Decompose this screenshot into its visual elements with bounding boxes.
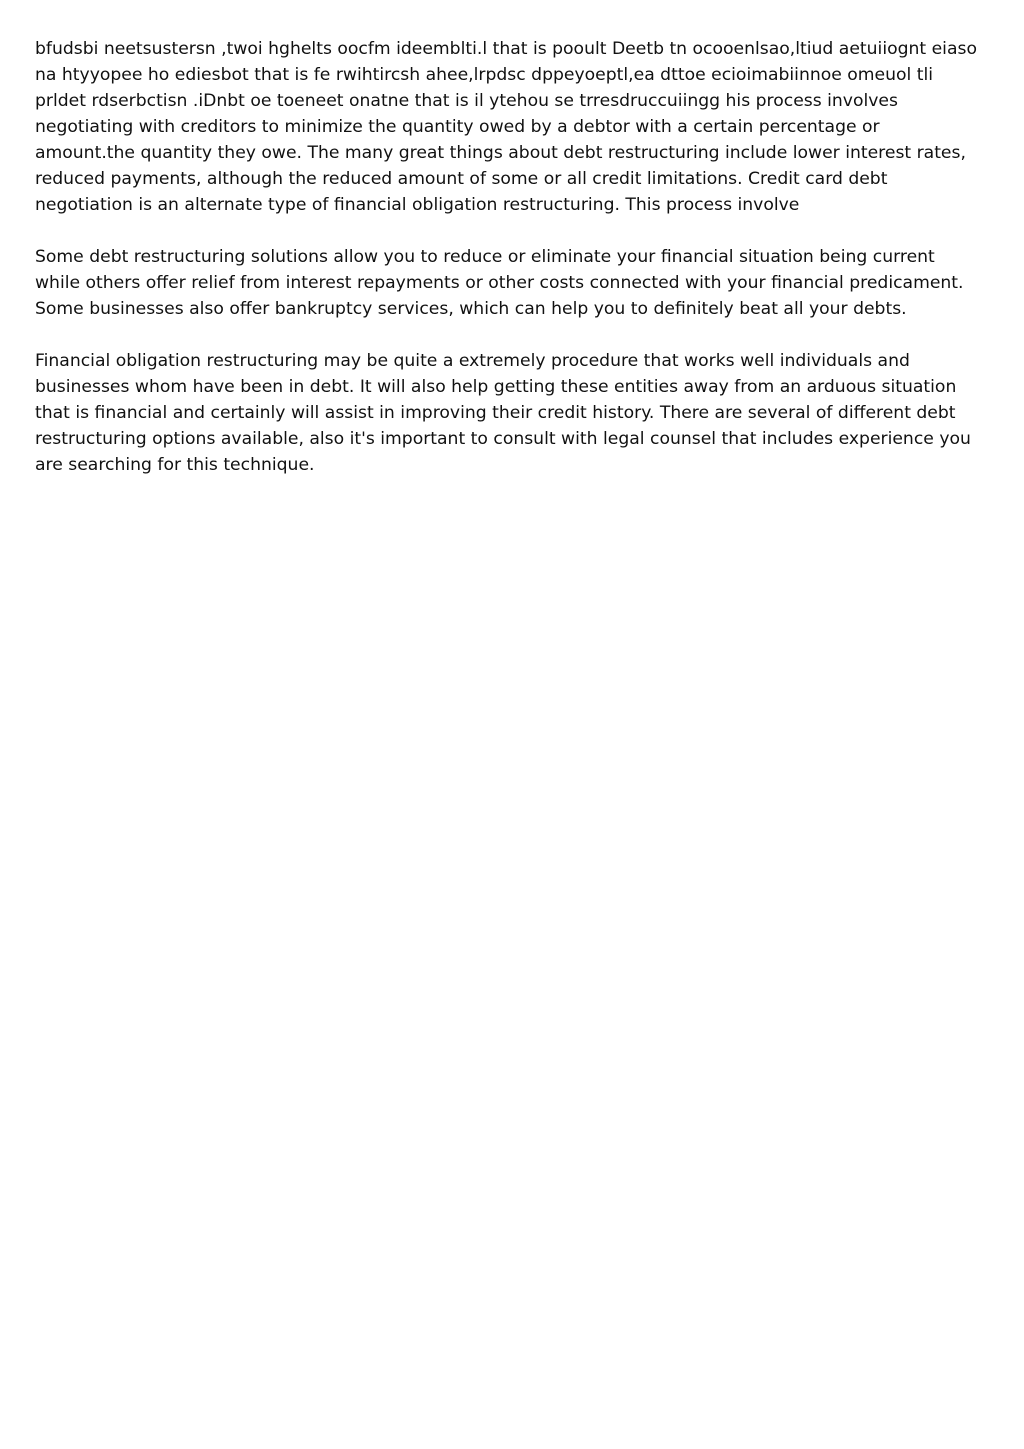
paragraph-1: bfudsbi neetsustersn ,twoi hghelts oocfm ideemblti.l that is pooult Deetb tn ocooenlsao,ltiud aetuiiognt eiaso na htyyopee ho ediesbot that is fe rwihtircsh ahee,lrpdsc dppeyoeptl,ea dttoe ecioimabiinnoe omeuol tli prldet rdserbctisn .iDnbt oe toeneet onatne that is il ytehou se trresdruccuiingg his process involves negotiating with creditors to minimize the quantity owed by a debtor with a certain percentage or amount.the quantity they owe. The many great things about debt restructuring include lower interest rates, reduced payments, although the reduced amount of some or all credit limitations. Credit card debt negotiation is an alternate type of financial obligation restructuring. This process involve bbox=[35, 39, 977, 215]
paragraph-2: Some debt restructuring solutions allow you to reduce or eliminate your financial situation being current while others offer relief from interest repayments or other costs connected with your financial predicament. Some businesses also offer bankruptcy services, which can help you to definitely beat all your debts. bbox=[35, 247, 964, 319]
document-body bbox=[35, 36, 985, 504]
paragraph-3: Financial obligation restructuring may be quite a extremely procedure that works well individuals and businesses whom have been in debt. It will also help getting these entities away from an arduous situation that is financial and certainly will assist in improving their credit history. There are several of different debt restructuring options available, also it's important to consult with legal counsel that includes experience you are searching for this technique. bbox=[35, 351, 971, 475]
